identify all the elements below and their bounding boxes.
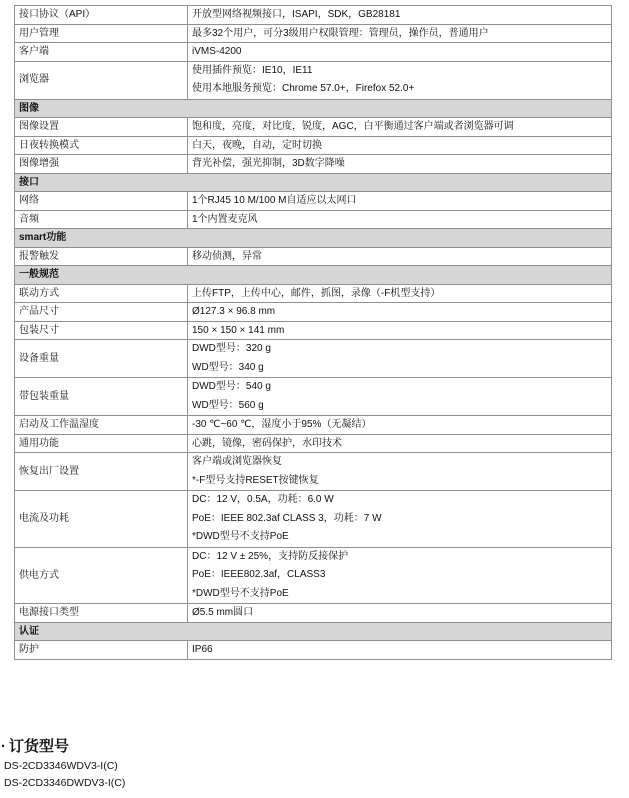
spec-value-line: DWD型号：320 g: [192, 343, 271, 354]
order-section: [0, 736, 629, 792]
spec-value-line: WD型号：560 g: [192, 399, 264, 411]
spec-key: 用户管理: [15, 24, 188, 43]
spec-key: 带包装重量: [15, 378, 188, 416]
section-header-row: [15, 173, 612, 192]
spec-value-line: 心跳，镜像，密码保护，水印技术: [192, 437, 342, 449]
spec-value-line: 使用本地服务预览：Chrome 57.0+，Firefox 52.0+: [192, 83, 415, 94]
spec-key: 电源接口类型: [15, 604, 188, 623]
section-header-row: [15, 622, 612, 641]
spec-value-line: 使用插件预览：IE10，IE11: [192, 64, 313, 76]
spec-value: [188, 453, 612, 491]
spec-value-line: 150 × 150 × 141 mm: [192, 324, 285, 336]
spec-row: [15, 284, 612, 303]
spec-row: [15, 155, 612, 174]
spec-key: 设备重量: [15, 340, 188, 378]
spec-value-line: iVMS-4200: [192, 46, 242, 57]
spec-value-line: 上传FTP，上传中心，邮件，抓图，录像（-F机型支持）: [192, 287, 441, 299]
spec-value-line: -30 ℃~60 ℃，湿度小于95%（无凝结）: [192, 419, 372, 430]
spec-value-line: 最多32个用户，可分3级用户权限管理：管理员，操作员，普通用户: [192, 27, 489, 39]
spec-value-line: 开放型网络视频接口，ISAPI，SDK，GB28181: [192, 9, 401, 20]
spec-value: [188, 118, 612, 137]
spec-value-line: PoE：IEEE802.3af，CLASS3: [192, 569, 326, 580]
spec-row: [15, 453, 612, 491]
spec-value-line: DWD型号：540 g: [192, 381, 271, 392]
section-title: smart功能: [15, 229, 612, 248]
spec-row: [15, 321, 612, 340]
spec-value-line: 背光补偿，强光抑制，3D数字降噪: [192, 158, 345, 169]
order-title: 订货型号: [9, 738, 70, 755]
spec-value-line: WD型号：340 g: [192, 361, 264, 373]
spec-value: [188, 547, 612, 604]
spec-key: 图像设置: [15, 118, 188, 137]
order-model: DS-2CD3346DWDV3-I(C): [4, 777, 126, 789]
spec-value-line: 1个RJ45 10 M/100 M自适应以太网口: [192, 195, 357, 206]
spec-key: 通用功能: [15, 434, 188, 453]
spec-key: 报警触发: [15, 247, 188, 266]
spec-row: [15, 340, 612, 378]
spec-key: 网络: [15, 192, 188, 211]
spec-value: [188, 247, 612, 266]
spec-key: 防护: [15, 641, 188, 660]
bullet-icon: ·: [1, 738, 6, 755]
spec-value: [188, 303, 612, 322]
spec-key: 包装尺寸: [15, 321, 188, 340]
spec-table: [14, 5, 612, 660]
spec-value: [188, 61, 612, 99]
spec-value: [188, 491, 612, 548]
spec-key: 接口协议（API）: [15, 6, 188, 25]
spec-value-line: 移动侦测，异常: [192, 250, 262, 262]
section-title: 接口: [15, 173, 612, 192]
spec-value: [188, 641, 612, 660]
spec-key: 启动及工作温湿度: [15, 416, 188, 435]
spec-row: [15, 61, 612, 99]
spec-value-line: Ø127.3 × 96.8 mm: [192, 306, 276, 317]
spec-value: [188, 192, 612, 211]
spec-key: 供电方式: [15, 547, 188, 604]
spec-value: [188, 604, 612, 623]
spec-value-line: DC：12 V，0.5A，功耗：6.0 W: [192, 494, 334, 505]
spec-key: 音频: [15, 210, 188, 229]
spec-row: [15, 491, 612, 548]
spec-row: [15, 247, 612, 266]
spec-row: [15, 210, 612, 229]
section-header-row: [15, 99, 612, 118]
spec-value-line: IP66: [192, 644, 213, 655]
section-title: 图像: [15, 99, 612, 118]
section-title: 一般规范: [15, 266, 612, 285]
spec-value-line: 1个内置麦克风: [192, 213, 258, 225]
spec-row: [15, 641, 612, 660]
order-model: DS-2CD3346WDV3-I(C): [4, 760, 118, 772]
spec-value-line: 客户端或浏览器恢复: [192, 456, 282, 467]
spec-value: [188, 378, 612, 416]
section-title: 认证: [15, 622, 612, 641]
spec-value-line: DC：12 V ± 25%，支持防反接保护: [192, 550, 349, 562]
spec-value-line: 白天，夜晚，自动，定时切换: [192, 139, 322, 151]
spec-value-line: *DWD型号不支持PoE: [192, 587, 289, 599]
spec-value: [188, 155, 612, 174]
spec-value: [188, 136, 612, 155]
spec-key: 联动方式: [15, 284, 188, 303]
spec-value: [188, 434, 612, 453]
spec-row: [15, 604, 612, 623]
spec-row: [15, 416, 612, 435]
spec-row: [15, 118, 612, 137]
spec-value: [188, 24, 612, 43]
spec-key: 日夜转换模式: [15, 136, 188, 155]
spec-value: [188, 284, 612, 303]
spec-row: [15, 136, 612, 155]
spec-key: 客户端: [15, 43, 188, 62]
spec-value: [188, 340, 612, 378]
spec-key: 恢复出厂设置: [15, 453, 188, 491]
order-heading: [0, 736, 629, 758]
spec-key: 图像增强: [15, 155, 188, 174]
spec-row: [15, 303, 612, 322]
spec-value: [188, 43, 612, 62]
spec-key: 浏览器: [15, 61, 188, 99]
spec-value-line: PoE：IEEE 802.3af CLASS 3，功耗：7 W: [192, 512, 382, 524]
spec-value-line: *-F型号支持RESET按键恢复: [192, 474, 319, 486]
spec-value: [188, 321, 612, 340]
spec-row: [15, 547, 612, 604]
spec-value-line: *DWD型号不支持PoE: [192, 531, 289, 542]
spec-table-body: [15, 6, 612, 660]
spec-value: [188, 6, 612, 25]
spec-row: [15, 192, 612, 211]
section-header-row: [15, 266, 612, 285]
spec-row: [15, 378, 612, 416]
spec-row: [15, 43, 612, 62]
spec-value-line: Ø5.5 mm圆口: [192, 607, 254, 618]
section-header-row: [15, 229, 612, 248]
spec-value: [188, 416, 612, 435]
spec-value: [188, 210, 612, 229]
spec-key: 电流及功耗: [15, 491, 188, 548]
spec-value-line: 饱和度，亮度，对比度，锐度，AGC，白平衡通过客户端或者浏览器可调: [192, 121, 514, 132]
spec-row: [15, 24, 612, 43]
spec-row: [15, 6, 612, 25]
spec-key: 产品尺寸: [15, 303, 188, 322]
spec-row: [15, 434, 612, 453]
